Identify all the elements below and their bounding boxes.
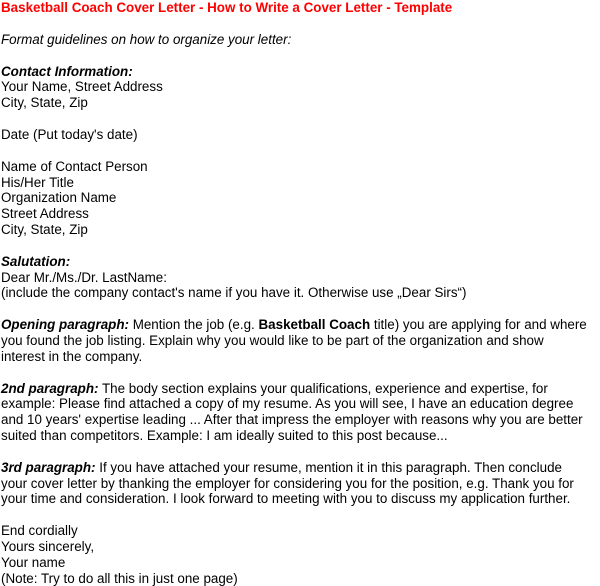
contact-section — [1, 64, 600, 111]
date-section — [1, 127, 600, 143]
third-heading: 3rd paragraph: — [1, 459, 96, 475]
opening-line: interest in the company. — [1, 348, 143, 364]
date-line: Date (Put today's date) — [1, 126, 138, 142]
third-line: your time and consideration. I look forward to meeting with you to discuss my application further. — [1, 491, 571, 507]
opening-text: Mention the job (e.g. — [128, 317, 259, 333]
closing-note: (Note: Try to do all this in just one page) — [1, 570, 238, 586]
second-heading: 2nd paragraph: — [1, 380, 99, 396]
contact-line: Your Name, Street Address — [1, 79, 163, 95]
third-paragraph — [1, 460, 600, 507]
second-line: example: Please find attached a copy of my resume. As you will see, I have an education degree — [1, 396, 574, 412]
recipient-line: Organization Name — [1, 190, 117, 206]
third-text: If you have attached your resume, mention it in this paragraph. Then conclude — [95, 459, 562, 475]
salutation-line: Dear Mr./Ms./Dr. LastName: — [1, 269, 167, 285]
closing-section — [1, 523, 600, 586]
salutation-section — [1, 254, 600, 301]
opening-first-line — [1, 317, 600, 333]
recipient-section — [1, 159, 600, 238]
opening-heading: Opening paragraph: — [1, 317, 129, 333]
contact-heading: Contact Information: — [1, 63, 133, 79]
second-line: and 10 years' expertise leading ... After that impress the employer with reasons why you are better — [1, 412, 583, 428]
page-title: Basketball Coach Cover Letter - How to Write a Cover Letter - Template — [1, 0, 453, 15]
recipient-line: Street Address — [1, 206, 89, 222]
salutation-heading: Salutation: — [1, 253, 71, 269]
intro-text: Format guidelines on how to organize your letter: — [1, 31, 292, 47]
second-line: suited than competitors. Example: I am ideally suited to this post because... — [1, 427, 448, 443]
second-paragraph — [1, 381, 600, 444]
second-text: The body section explains your qualifications, experience and expertise, for — [98, 380, 548, 396]
job-title: Basketball Coach — [258, 317, 371, 333]
closing-line: Your name — [1, 554, 66, 570]
salutation-note: (include the company contact's name if you have it. Otherwise use „Dear Sirs“) — [1, 285, 467, 301]
cover-letter-template — [1, 0, 600, 586]
opening-text: title) you are applying for and where — [370, 317, 587, 333]
third-line: your cover letter by thanking the employer for considering you for the position, e.g. Thank you for — [1, 475, 574, 491]
closing-line: Yours sincerely, — [1, 538, 95, 554]
recipient-line: City, State, Zip — [1, 221, 88, 237]
opening-line: you found the job listing. Explain why you would like to be part of the organization and show — [1, 332, 544, 348]
third-first-line — [1, 460, 600, 476]
second-first-line — [1, 381, 600, 397]
recipient-line: Name of Contact Person — [1, 158, 148, 174]
opening-paragraph — [1, 317, 600, 364]
recipient-line: His/Her Title — [1, 174, 74, 190]
contact-line: City, State, Zip — [1, 95, 88, 111]
closing-line: End cordially — [1, 523, 78, 539]
